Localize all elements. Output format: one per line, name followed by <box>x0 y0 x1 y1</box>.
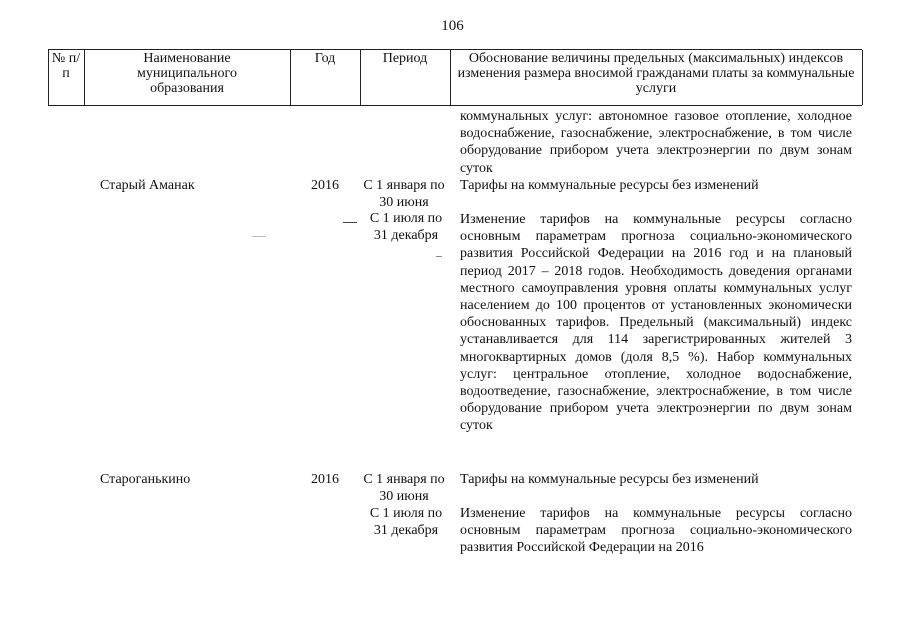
period-cell: С 1 июля по 31 декабря <box>369 506 443 539</box>
header-num: № п/п <box>51 51 81 81</box>
period-cell: С 1 января по 30 июня <box>363 178 445 211</box>
header-col-divider <box>290 50 291 105</box>
header-top-border <box>48 49 862 50</box>
period-cell: С 1 июля по 31 декабря <box>369 211 443 244</box>
header-justification: Обоснование величины предельных (максимальных) индексов изменения размера вносимой гражданами платы за коммунальные услуги <box>457 51 855 96</box>
justification-cell: Изменение тарифов на коммунальные ресурсы согласно основным параметрам прогноза социально-экономического развития Российской Федерации на 2016 год и на плановый период 2017 – 2018 годов. Необходимость доведения органами местного самоуправления уровня оплаты коммунальных услуг населением до 100 процентов от установленных экономически обоснованных тарифов. Предельный (максимальный) индекс устанавливается для 114 зарегистрированных жителей 3 многоквартирных домов (доля 8,5 %). Набор коммунальных услуг: центральное отопление, холодное водоснабжение, водоотведение, газоснабжение, электроснабжение, в том числе оборудование прибором учета электроэнергии по двум зонам суток <box>460 212 852 434</box>
period-cell: С 1 января по 30 июня <box>363 472 445 505</box>
header-period: Период <box>382 51 428 66</box>
header-col-divider <box>360 50 361 105</box>
justification-cell: Тарифы на коммунальные ресурсы без изменений <box>460 178 759 193</box>
scan-mark <box>343 222 357 223</box>
municipality-name: Старый Аманак <box>100 178 195 193</box>
header-col-divider <box>48 50 49 105</box>
header-bottom-border <box>48 105 862 106</box>
justification-cell: Тарифы на коммунальные ресурсы без изменений <box>460 472 759 487</box>
header-col-divider <box>862 50 863 105</box>
scan-mark <box>252 236 266 237</box>
municipality-name: Староганькино <box>100 472 191 487</box>
justification-cell: Изменение тарифов на коммунальные ресурсы согласно основным параметрам прогноза социально-экономического развития Российской Федерации на 2016 <box>460 506 852 556</box>
header-col-divider <box>450 50 451 105</box>
header-col-divider <box>84 50 85 105</box>
justification-continuation: коммунальных услуг: автономное газовое отопление, холодное водоснабжение, газоснабжение, электроснабжение, в том числе оборудование прибором учета электроэнергии по двум зонам суток <box>460 109 852 176</box>
year-cell: 2016 <box>311 178 339 193</box>
scan-mark <box>436 256 442 257</box>
page-number: 106 <box>441 18 464 34</box>
year-cell: 2016 <box>311 472 339 487</box>
header-year: Год <box>314 51 336 66</box>
header-municipality: Наименование муниципального образования <box>137 51 237 96</box>
